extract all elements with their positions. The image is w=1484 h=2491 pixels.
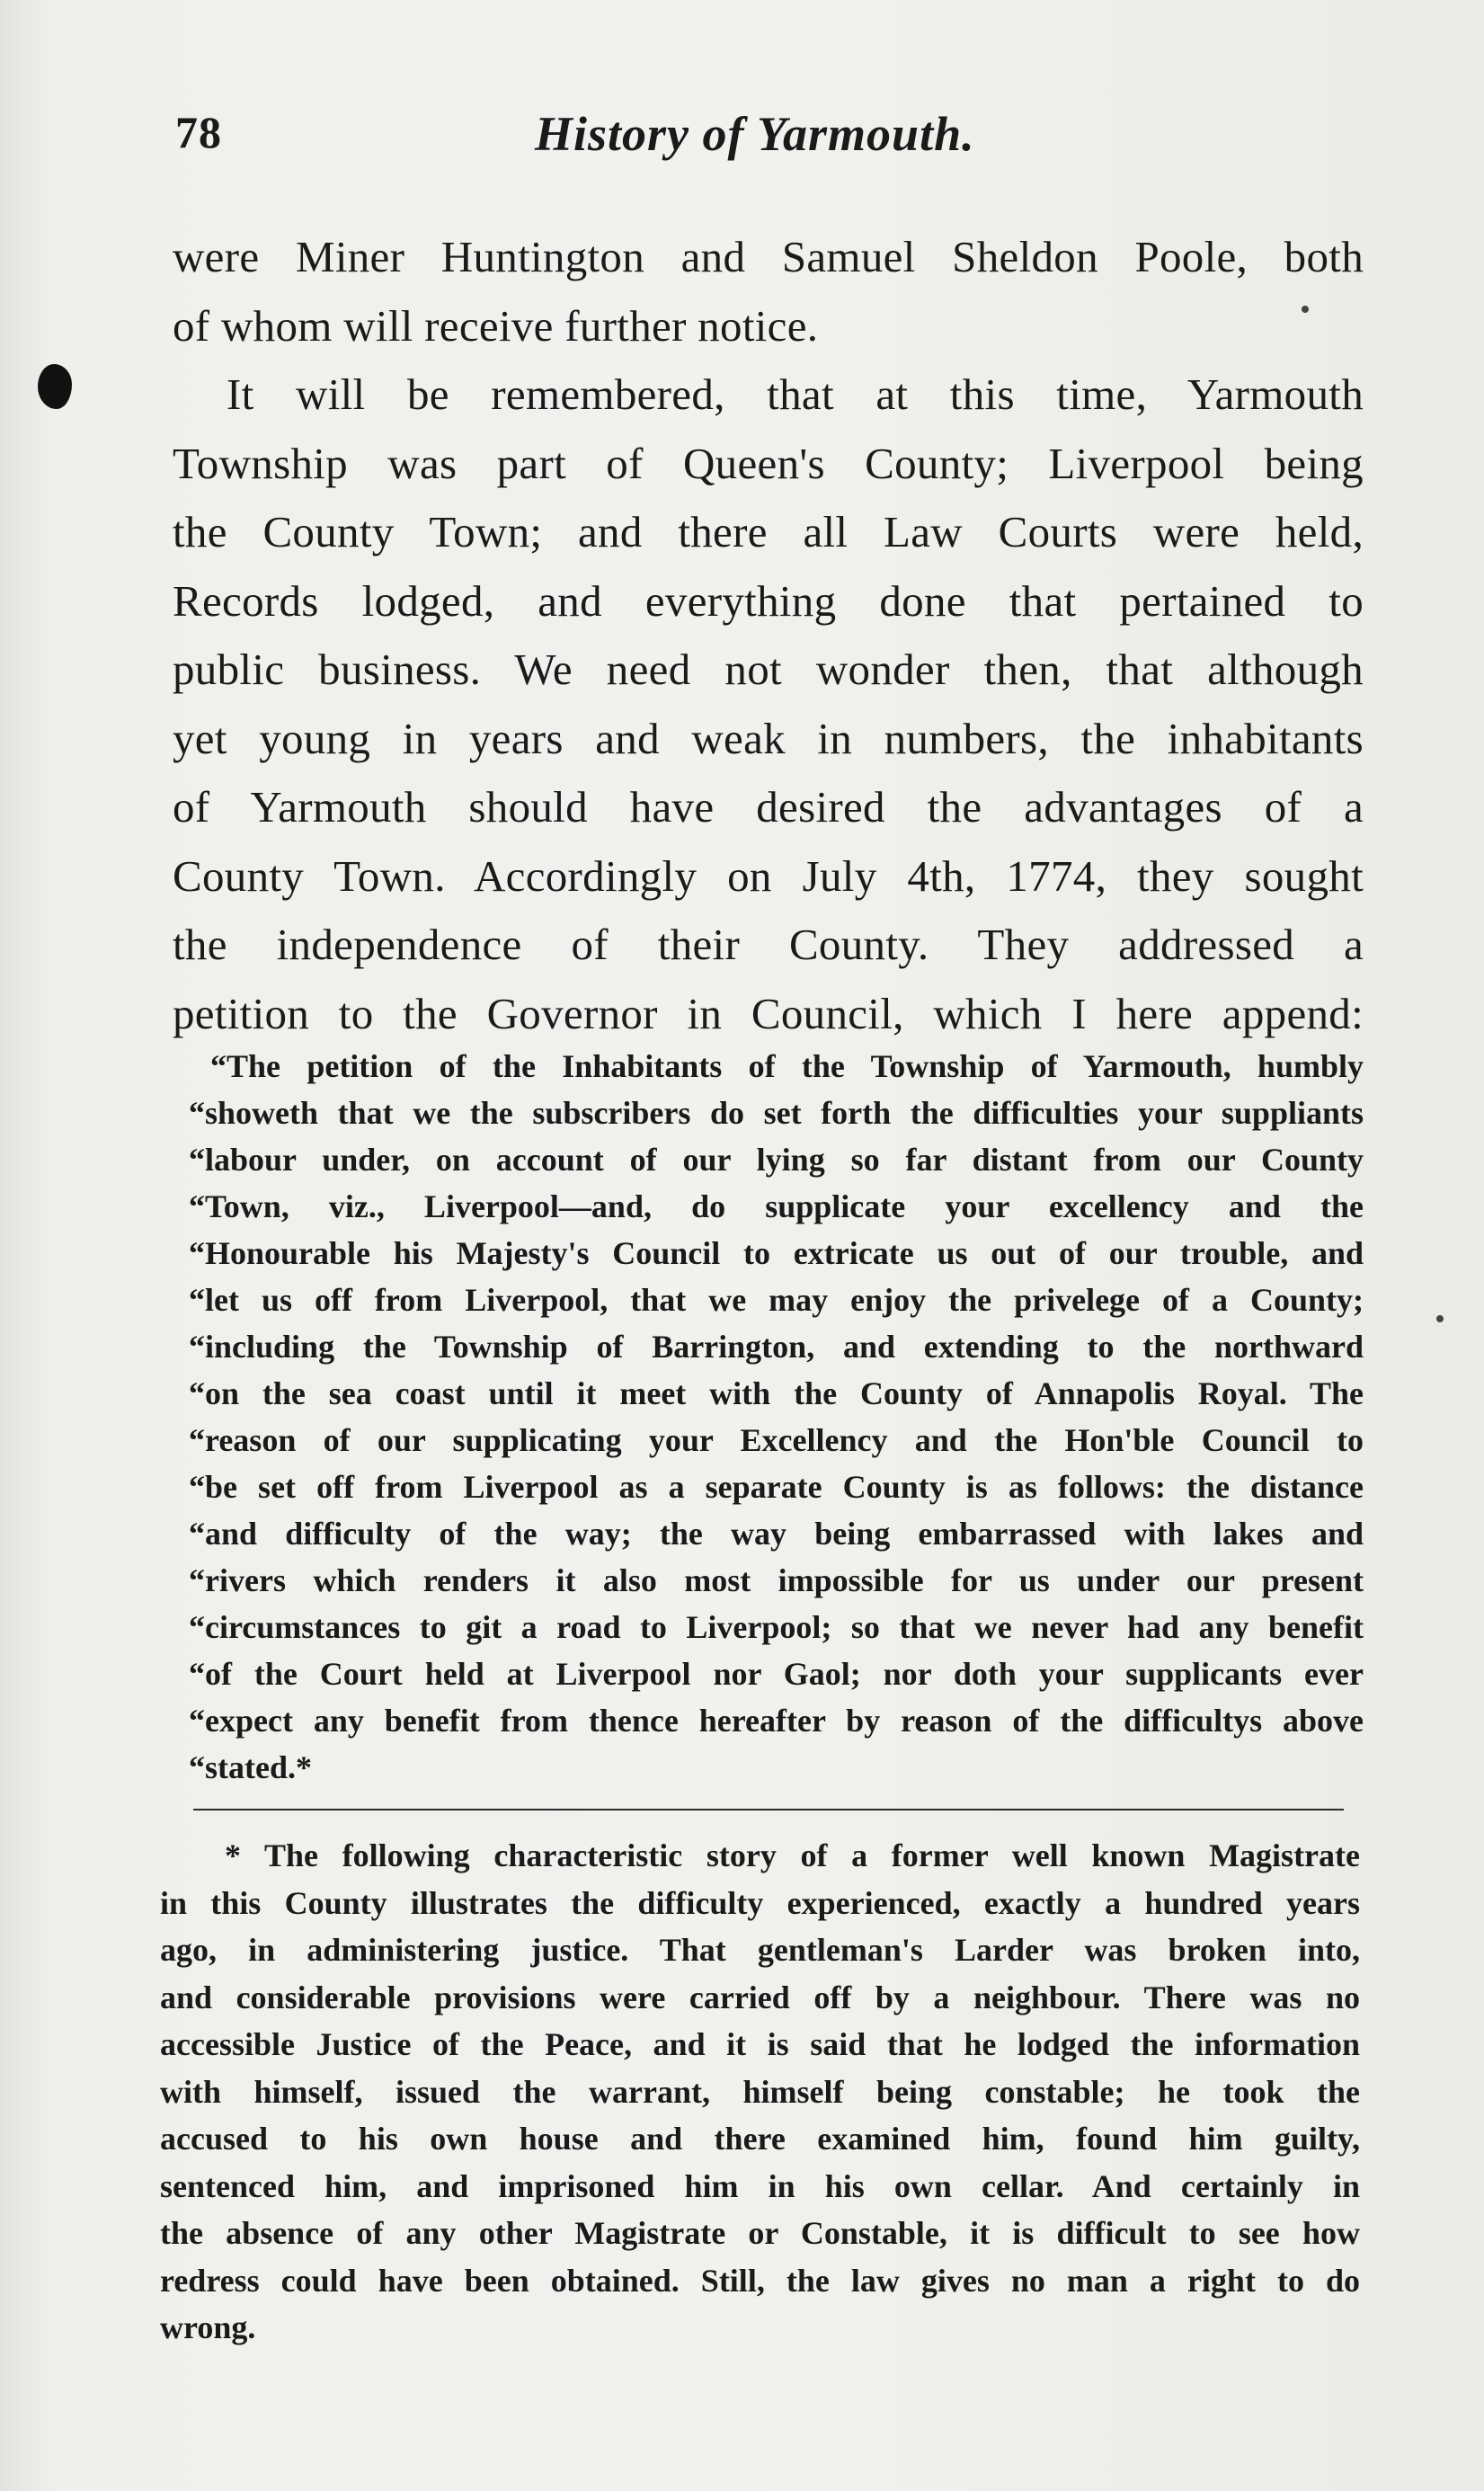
footnote-line: accused to his own house and there examined him, found him guilty, (160, 2121, 1360, 2157)
body-line: of whom will receive further notice. (173, 300, 819, 351)
quote-line: “The petition of the Inhabitants of the Township of Yarmouth, humbly (210, 1048, 1364, 1084)
body-line: Records lodged, and everything done that pertained to (173, 575, 1364, 626)
body-line: yet young in years and weak in numbers, the inhabitants (173, 713, 1364, 763)
footnote-line: wrong. (160, 2309, 256, 2345)
running-title: History of Yarmouth. (535, 107, 975, 161)
footnote-line: in this County illustrates the difficulty experienced, exactly a hundred years (160, 1884, 1360, 1921)
body-line: the independence of their County. They addressed a (173, 920, 1364, 969)
quote-line: “expect any benefit from thence hereafter by reason of the difficultys above (189, 1703, 1364, 1739)
footnote (160, 1832, 1360, 2352)
footnote-line: sentenced him, and imprisoned him in his own cellar. And certainly in (160, 2167, 1360, 2204)
footnote-line: and considerable provisions were carried off by a neighbour. There was no (160, 1979, 1360, 2015)
page-header (175, 106, 1362, 178)
body-line: were Miner Huntington and Samuel Sheldon Poole, both (173, 232, 1364, 281)
quote-line: “showeth that we the subscribers do set forth the difficulties your suppliants (189, 1095, 1364, 1131)
body-line: It will be remembered, that at this time, Yarmouth (227, 369, 1364, 419)
body-line: petition to the Governor in Council, which I here append: (173, 988, 1364, 1038)
body-line: of Yarmouth should have desired the advantages of a (173, 782, 1364, 832)
quote-line: “circumstances to git a road to Liverpool; so that we never had any benefit (189, 1609, 1364, 1645)
page-number: 78 (175, 107, 222, 157)
quote-line: “Town, viz., Liverpool—and, do supplicate your excellency and the (189, 1188, 1364, 1224)
petition-quote (189, 1043, 1364, 1791)
body-line: the County Town; and there all Law Courts were held, (173, 507, 1364, 556)
footnote-line: redress could have been obtained. Still, the law gives no man a right to do (160, 2262, 1360, 2299)
quote-line: “reason of our supplicating your Excellency and the Hon'ble Council to (189, 1422, 1364, 1458)
quote-line: “on the sea coast until it meet with the County of Annapolis Royal. The (189, 1375, 1364, 1411)
paper-speck (1436, 1315, 1444, 1322)
body-text (173, 223, 1364, 1048)
quote-line: “including the Township of Barrington, and extending to the northward (189, 1329, 1364, 1365)
quote-line: “and difficulty of the way; the way being embarrassed with lakes and (189, 1516, 1364, 1552)
quote-line: “be set off from Liverpool as a separate County is as follows: the distance (189, 1469, 1364, 1505)
footnote-line: ago, in administering justice. That gentleman's Larder was broken into, (160, 1932, 1360, 1968)
quote-line: “Honourable his Majesty's Council to extricate us out of our trouble, and (189, 1235, 1364, 1271)
ink-blot-mark (38, 364, 72, 409)
quote-line: “rivers which renders it also most impossible for us under our present (189, 1562, 1364, 1598)
quote-line: “let us off from Liverpool, that we may enjoy the privelege of a County; (189, 1282, 1364, 1318)
footnote-line: * The following characteristic story of a former well known Magistrate (225, 1837, 1360, 1873)
quote-line: “stated.* (189, 1749, 312, 1785)
body-line: Township was part of Queen's County; Liverpool being (173, 438, 1364, 488)
footnote-line: with himself, issued the warrant, himself being constable; he took the (160, 2073, 1360, 2110)
footnote-divider (193, 1809, 1344, 1810)
quote-line: “labour under, on account of our lying so far distant from our County (189, 1142, 1364, 1178)
footnote-line: accessible Justice of the Peace, and it is said that he lodged the information (160, 2026, 1360, 2062)
body-line: County Town. Accordingly on July 4th, 1774, they sought (173, 850, 1364, 901)
body-line: public business. We need not wonder then, that although (173, 645, 1364, 694)
footnote-line: the absence of any other Magistrate or Constable, it is difficult to see how (160, 2215, 1360, 2251)
quote-line: “of the Court held at Liverpool nor Gaol; nor doth your supplicants ever (189, 1656, 1364, 1692)
